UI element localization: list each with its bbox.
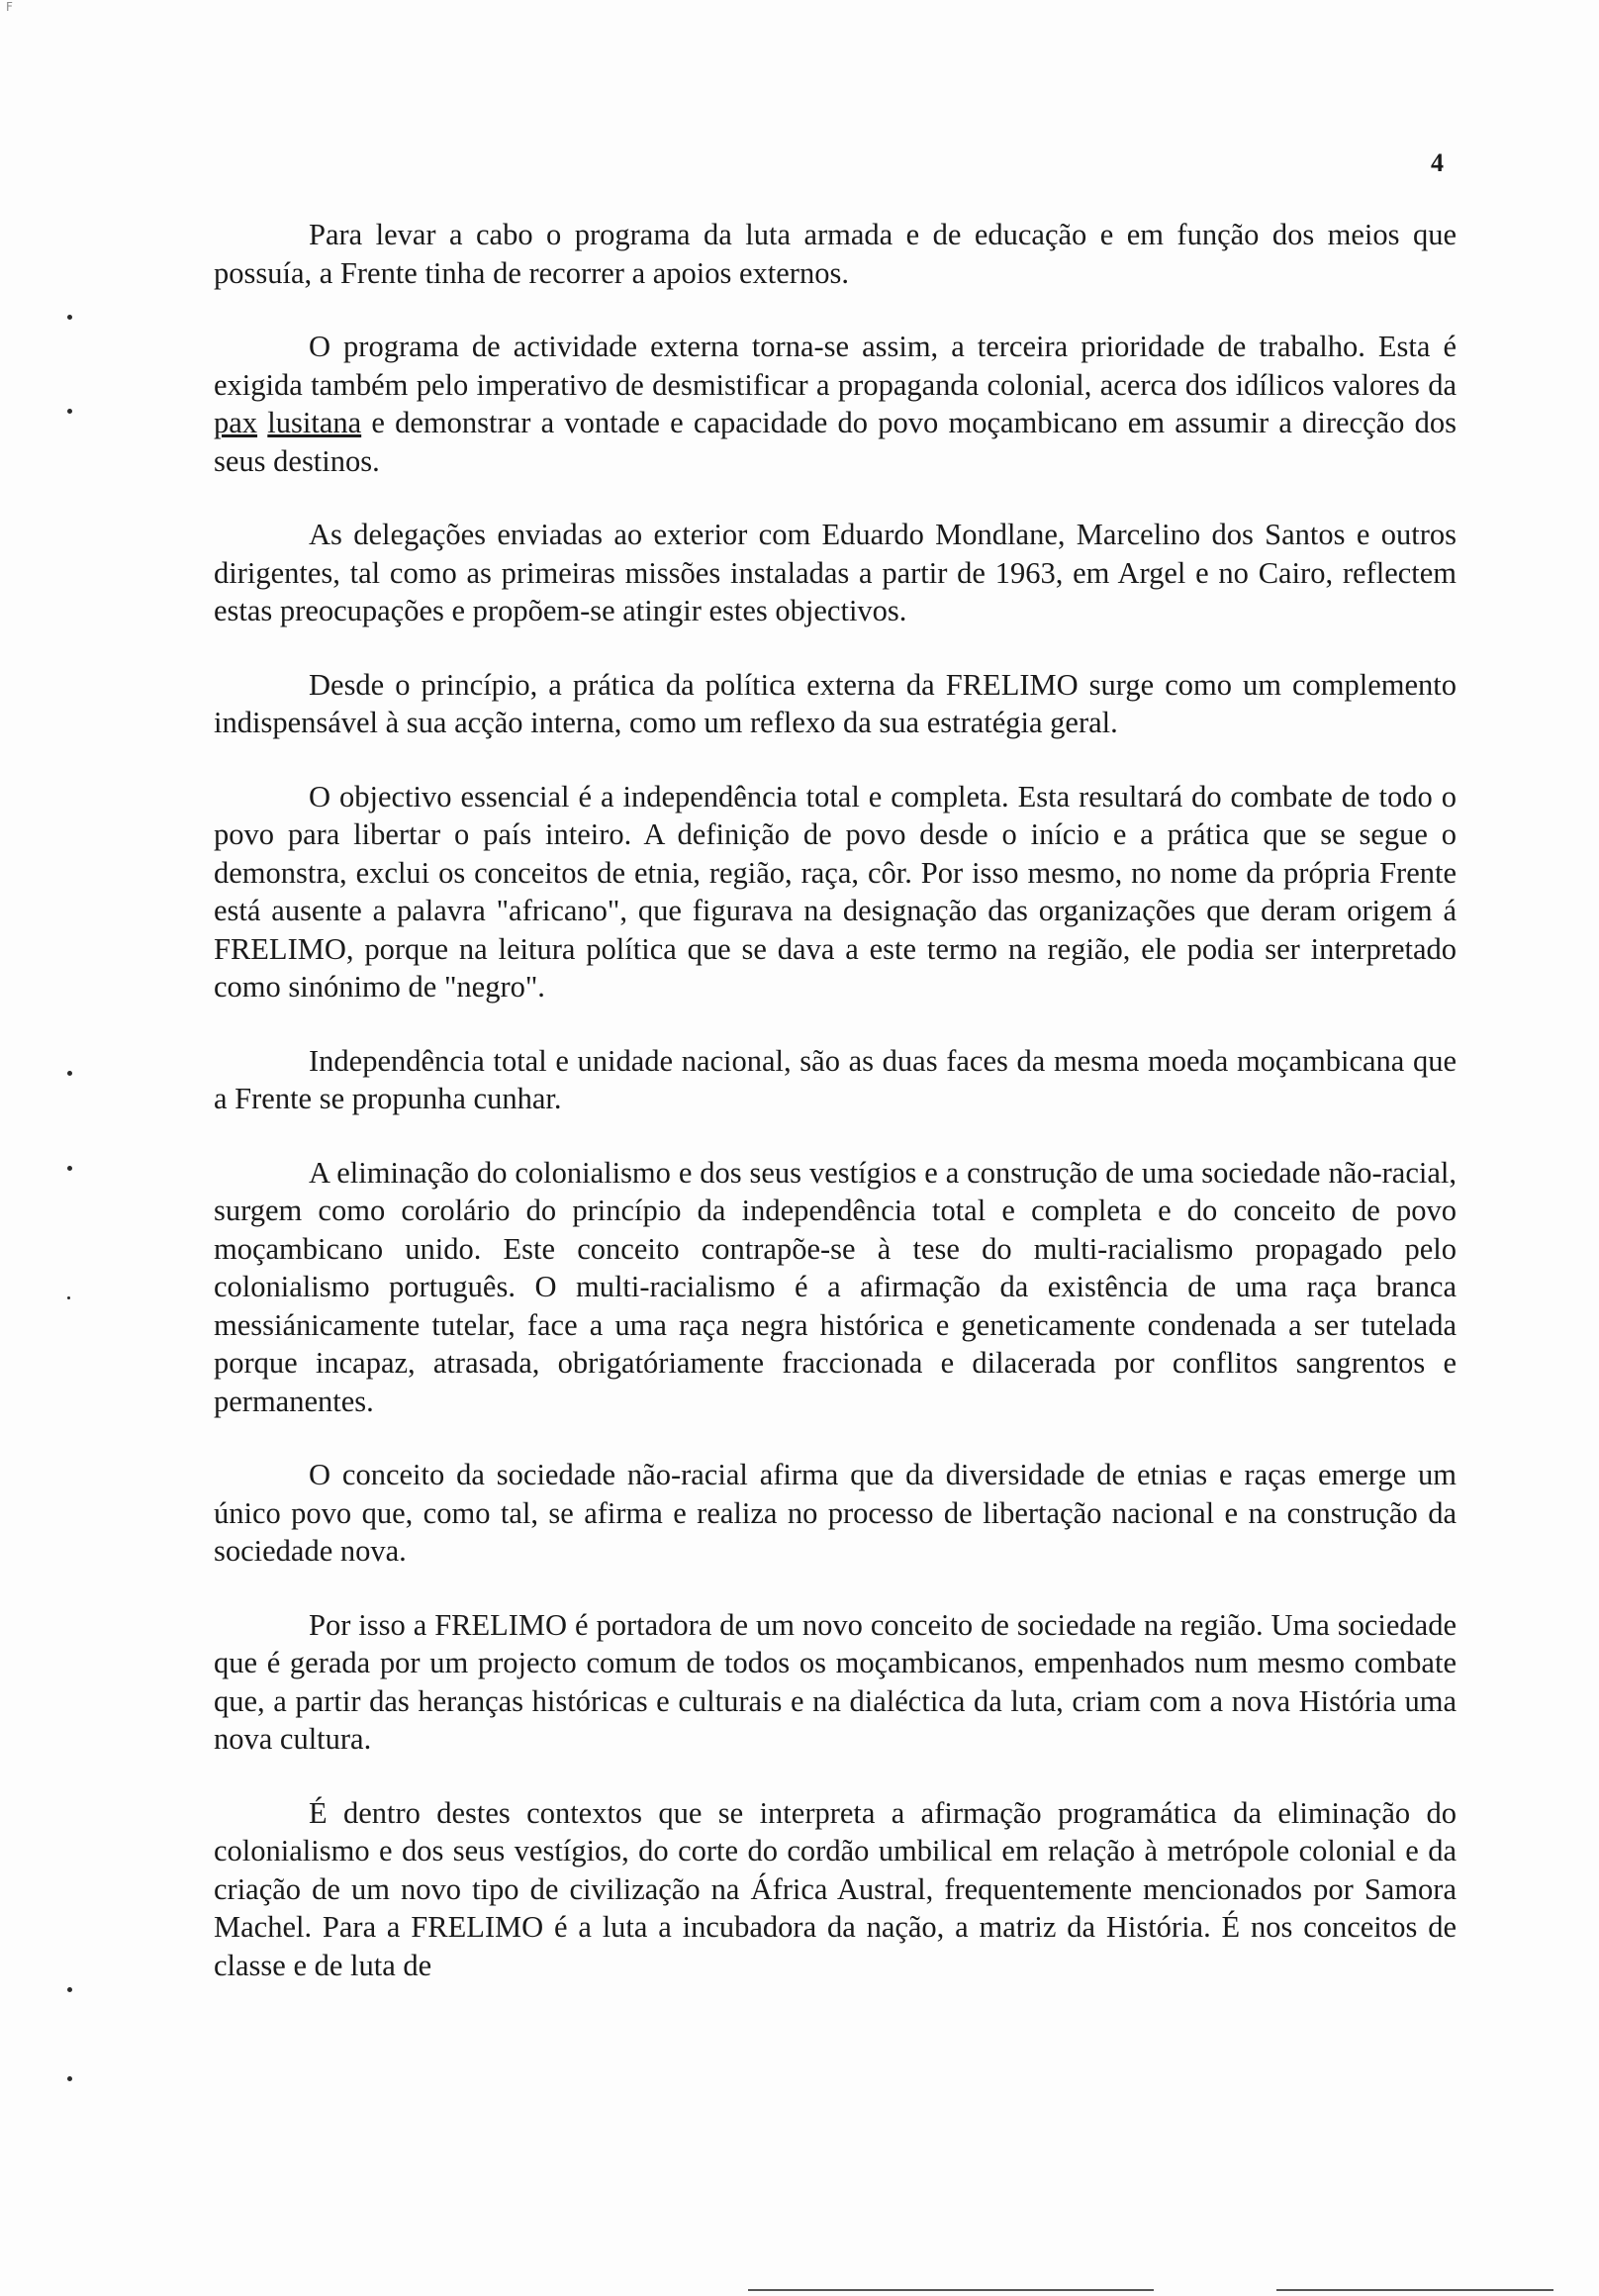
page-number: 4: [1431, 148, 1444, 177]
paragraph-4: [214, 666, 1457, 742]
paragraph-text: O objectivo essencial é a independência total e completa. Esta resultará do combate de todo o povo para libertar o país inteiro. A definição de povo desde o início e a prática que se segue o demonstra, exclui os conceitos de etnia, região, raça, côr. Por isso mesmo, no nome da própria Frente está ausente a palavra "africano", que figurava na designação das organizações que deram origem á FRELIMO, porque na leitura política que se dava a este termo na região, ele podia ser interpretado como sinónimo de "negro".: [214, 779, 1457, 1004]
margin-dot: [67, 1071, 72, 1076]
paragraph-3: [214, 516, 1457, 630]
paragraph-text: e demonstrar a vontade e capacidade do povo moçambicano em assumir a direcção dos seus destinos.: [214, 406, 1458, 478]
margin-dot: [67, 315, 72, 320]
paragraph-text: Independência total e unidade nacional, são as duas faces da mesma moeda moçambicana que a Frente se propunha cunhar.: [214, 1043, 1457, 1115]
paragraph-1: [214, 216, 1457, 292]
paragraph-text: O programa de actividade externa torna-se assim, a terceira prioridade de trabalho. Esta é exigida também pelo imperativo de desmistificar a propaganda colonial, acerca dos idílicos valores da: [214, 330, 1457, 402]
paragraph-8: [214, 1456, 1457, 1571]
margin-dot: [67, 2076, 72, 2081]
paragraph-6: [214, 1042, 1457, 1118]
paragraph-2: [214, 328, 1457, 480]
paragraph-text: Desde o princípio, a prática da política externa da FRELIMO surge como um complemento indispensável à sua acção interna, como um reflexo da sua estratégia geral.: [214, 667, 1457, 739]
word-space: [257, 406, 267, 439]
margin-dot: [67, 1296, 70, 1299]
paragraph-10: [214, 1794, 1457, 1985]
paragraph-5: [214, 778, 1457, 1006]
bottom-rule: [748, 2289, 1154, 2291]
paragraph-text: A eliminação do colonialismo e dos seus vestígios e a construção de uma sociedade não-racial, surgem como corolário do princípio da independência total e completa e do conceito de povo moçambicano unido. Este conceito contrapõe-se à tese do multi-racialismo propagado pelo colonialismo português. O multi-racialismo é a afirmação da existência de uma raça branca messiánicamente tutelar, face a uma raça negra histórica e geneticamente condenada a ser tutelada porque incapaz, atrasada, obrigatóriamente fraccionada e dilacerada por conflitos sangrentos e permanentes.: [214, 1155, 1457, 1418]
margin-dot: [67, 1987, 72, 1992]
paragraph-text: O conceito da sociedade não-racial afirma que da diversidade de etnias e raças emerge um único povo que, como tal, se afirma e realiza no processo de libertação nacional e na construção da sociedade nova.: [214, 1458, 1457, 1568]
body-text: [214, 216, 1457, 2018]
underlined-term-lusitana: lusitana: [267, 406, 362, 439]
paragraph-text: Para levar a cabo o programa da luta armada e de educação e em função dos meios que possuía, a Frente tinha de recorrer a apoios externos.: [214, 218, 1457, 290]
paragraph-text: As delegações enviadas ao exterior com Eduardo Mondlane, Marcelino dos Santos e outros dirigentes, tal como as primeiras missões instaladas a partir de 1963, em Argel e no Cairo, reflectem estas preocupações e propõem-se atingir estes objectivos.: [214, 518, 1457, 627]
bottom-rule: [1276, 2289, 1553, 2291]
underlined-term-pax: pax: [214, 406, 258, 439]
paragraph-9: [214, 1606, 1457, 1759]
corner-mark: F: [6, 0, 13, 14]
paragraph-7: [214, 1154, 1457, 1421]
paragraph-text: Por isso a FRELIMO é portadora de um novo conceito de sociedade na região. Uma sociedade que é gerada por um projecto comum de todos os moçambicanos, empenhados num mesmo combate que, a partir das heranças históricas e culturais e na dialéctica da luta, criam com a nova História uma nova cultura.: [214, 1607, 1457, 1756]
margin-dot: [67, 409, 72, 414]
margin-dot: [67, 1166, 72, 1171]
paragraph-text: É dentro destes contextos que se interpreta a afirmação programática da eliminação do colonialismo e dos seus vestígios, do corte do cordão umbilical em relação à metrópole colonial e da criação de um novo tipo de civilização na África Austral, frequentemente mencionados por Samora Machel. Para a FRELIMO é a luta a incubadora da nação, a matriz da História. É nos conceitos de classe e de luta de: [214, 1795, 1457, 1982]
